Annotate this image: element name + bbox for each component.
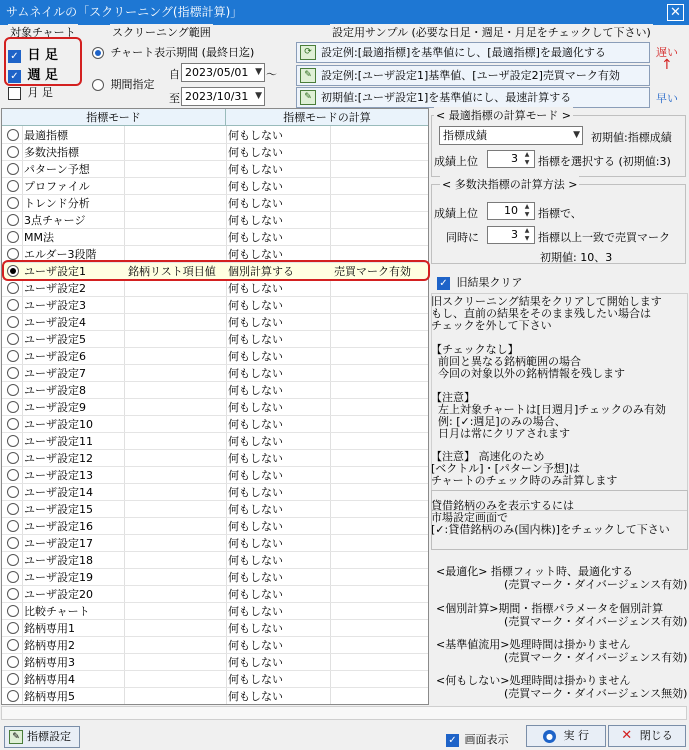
row-calc[interactable]: 何もしない	[228, 622, 283, 635]
check-off-desc: 前回と異なる銘柄範囲の場合 今回の対象以外の銘柄情報を残します	[437, 355, 625, 380]
majority-same-suffix: 指標以上一致で売買マーク	[538, 231, 670, 244]
row-mode: ユーザ設定6	[24, 350, 86, 363]
radio-icon[interactable]	[7, 282, 19, 294]
highlight-box	[2, 260, 430, 281]
row-calc[interactable]: 何もしない	[228, 401, 283, 414]
edit-icon: ✎	[9, 730, 23, 744]
radio-icon[interactable]	[7, 656, 19, 668]
radio-icon[interactable]	[7, 367, 19, 379]
row-mode: ユーザ設定12	[24, 452, 93, 465]
note2-title: 【注意】 高速化のため	[431, 450, 545, 463]
radio-icon[interactable]	[7, 214, 19, 226]
to-label: 至	[169, 92, 180, 105]
table-row[interactable]	[2, 297, 428, 314]
row-mode: 銘柄専用5	[24, 690, 75, 703]
chevron-down-icon: ▼	[255, 91, 262, 101]
row-mode: ユーザ設定1	[24, 265, 86, 278]
table-row[interactable]	[2, 212, 428, 229]
indicator-settings-label: 指標設定	[27, 730, 71, 743]
row-mode: ユーザ設定13	[24, 469, 93, 482]
row-mode: ユーザ設定7	[24, 367, 86, 380]
monthly-checkbox[interactable]	[8, 84, 53, 100]
spinner-icon[interactable]: ▲ ▼	[524, 203, 530, 218]
optimal-rank-label: 成績上位	[434, 155, 478, 168]
radio-icon[interactable]	[7, 163, 19, 175]
radio-icon[interactable]	[7, 180, 19, 192]
table-row[interactable]	[2, 586, 428, 603]
row-mode: ユーザ設定19	[24, 571, 93, 584]
from-date-field[interactable]	[181, 63, 265, 82]
loan-note: 貸借銘柄のみを表示するには 市場設定画面で [✓:貸借銘柄のみ(国内株)]をチェックして下さい	[431, 499, 670, 536]
row-calc[interactable]: 何もしない	[228, 537, 283, 550]
majority-same-stepper[interactable]	[487, 226, 535, 244]
radio-icon[interactable]	[7, 129, 19, 141]
table-row[interactable]	[2, 280, 428, 297]
radio-icon[interactable]	[7, 146, 19, 158]
row-mode: 銘柄専用4	[24, 673, 75, 686]
table-row[interactable]	[2, 229, 428, 246]
table-row[interactable]	[2, 484, 428, 501]
radio-icon[interactable]	[7, 588, 19, 600]
row-mode: ユーザ設定2	[24, 282, 86, 295]
check-icon: ✓	[446, 734, 459, 747]
legend-title: <何もしない>処理時間は掛かりません	[436, 674, 631, 687]
slow-label: 遅い	[656, 46, 678, 59]
table-row[interactable]	[2, 467, 428, 484]
majority-default: 初期値: 10、3	[540, 251, 613, 264]
check-off-title: 【チェックなし】	[431, 343, 519, 356]
header-mode: 指標モード	[2, 109, 226, 126]
edit-icon: ✎	[300, 90, 316, 105]
radio-icon[interactable]	[7, 350, 19, 362]
row-mode: ユーザ設定14	[24, 486, 93, 499]
table-row[interactable]	[2, 433, 428, 450]
table-row[interactable]	[2, 688, 428, 705]
row-calc[interactable]: 何もしない	[228, 316, 283, 329]
spinner-icon[interactable]: ▲ ▼	[524, 227, 530, 242]
row-mode: ユーザ設定9	[24, 401, 86, 414]
table-row[interactable]	[2, 518, 428, 535]
row-calc[interactable]: 何もしない	[228, 367, 283, 380]
highlight-box	[4, 37, 82, 86]
table-row[interactable]	[2, 331, 428, 348]
table-row[interactable]	[2, 178, 428, 195]
table-row[interactable]	[2, 620, 428, 637]
table-row[interactable]	[2, 314, 428, 331]
row-mode: ユーザ設定8	[24, 384, 86, 397]
row-calc[interactable]: 何もしない	[228, 486, 283, 499]
daily-label: 日 足	[27, 48, 59, 63]
row-mode: ユーザ設定4	[24, 316, 86, 329]
row-mode: 多数決指標	[24, 146, 79, 159]
table-row[interactable]	[2, 365, 428, 382]
radio-icon[interactable]	[7, 571, 19, 583]
note1-desc: 左上対象チャートは[日週月]チェックのみ有効 例: [✓:週足]のみの場合、 日月は常にクリアされます	[437, 403, 666, 440]
table-row[interactable]	[2, 603, 428, 620]
majority-same-label: 同時に	[446, 231, 479, 244]
check-icon: ✓	[8, 50, 21, 63]
optimal-rank-stepper[interactable]	[487, 150, 535, 168]
row-calc[interactable]: 何もしない	[228, 333, 283, 346]
radio-icon[interactable]	[7, 690, 19, 702]
close-button[interactable]	[608, 725, 686, 747]
radio-icon	[92, 79, 104, 91]
majority-rank-stepper[interactable]	[487, 202, 535, 220]
run-button[interactable]	[526, 725, 606, 747]
table-row[interactable]	[2, 127, 428, 144]
close-icon[interactable]: ✕	[667, 4, 684, 21]
radio-icon[interactable]	[7, 452, 19, 464]
table-row[interactable]	[2, 654, 428, 671]
row-mode: ユーザ設定3	[24, 299, 86, 312]
majority-rank-label: 成績上位	[434, 207, 478, 220]
row-calc[interactable]: 何もしない	[228, 418, 283, 431]
row-calc[interactable]: 何もしない	[228, 214, 283, 227]
table-header	[2, 109, 428, 126]
row-mode: ユーザ設定16	[24, 520, 93, 533]
optimal-rank-suffix: 指標を選択する (初期値:3)	[538, 155, 671, 168]
from-label: 自	[169, 68, 180, 81]
check-icon: ✓	[8, 70, 21, 83]
row-mode: 銘柄専用2	[24, 639, 75, 652]
row-calc[interactable]: 何もしない	[228, 639, 283, 652]
legend-sub: (売買マーク・ダイバージェンス有効)	[504, 578, 688, 591]
row-calc[interactable]: 何もしない	[228, 690, 283, 703]
legend-sub: (売買マーク・ダイバージェンス有効)	[504, 615, 688, 628]
radio-icon	[92, 47, 104, 59]
row-calc[interactable]: 何もしない	[228, 469, 283, 482]
period-label: 期間指定	[110, 78, 155, 91]
arrow-up-icon: ↑	[661, 57, 673, 73]
row-mode: 比較チャート	[24, 605, 90, 618]
sample-button-default[interactable]	[296, 87, 650, 108]
weekly-label: 週 足	[27, 68, 59, 83]
radio-icon[interactable]	[7, 333, 19, 345]
row-calc[interactable]: 何もしない	[228, 146, 283, 159]
row-calc[interactable]: 何もしない	[228, 452, 283, 465]
majority-label: < 多数決指標の計算方法 >	[442, 178, 578, 191]
row-mode: ユーザ設定15	[24, 503, 93, 516]
row-mode: パターン予想	[24, 163, 90, 176]
table-row[interactable]	[2, 348, 428, 365]
window-title: サムネイルの「スクリーニング(指標計算)」	[6, 5, 243, 19]
note1-title: 【注意】	[431, 391, 475, 404]
row-mode: ユーザ設定17	[24, 537, 93, 550]
radio-icon[interactable]	[7, 418, 19, 430]
run-label: 実 行	[563, 729, 589, 742]
chevron-down-icon: ▼	[255, 67, 262, 77]
row-calc[interactable]: 何もしない	[228, 605, 283, 618]
row-mode: ユーザ設定10	[24, 418, 93, 431]
radio-icon[interactable]	[7, 401, 19, 413]
radio-icon[interactable]	[7, 554, 19, 566]
optimal-select-value: 指標成績	[443, 129, 487, 142]
table-row[interactable]	[2, 671, 428, 688]
sample-button-user[interactable]	[296, 65, 650, 86]
table-row[interactable]	[2, 144, 428, 161]
legend-title: <最適化> 指標フィット時、最適化する	[436, 565, 634, 578]
tilde-label: 〜	[266, 68, 277, 81]
radio-icon[interactable]	[7, 384, 19, 396]
row-calc[interactable]: 何もしない	[228, 180, 283, 193]
radio-icon[interactable]	[7, 605, 19, 617]
row-mode: プロファイル	[24, 180, 90, 193]
optimal-select[interactable]	[439, 126, 583, 145]
optimal-label: < 最適指標の計算モード >	[436, 109, 571, 122]
clear-checkbox[interactable]	[437, 274, 523, 290]
radio-icon[interactable]	[7, 673, 19, 685]
radio-icon[interactable]	[7, 622, 19, 634]
spinner-icon[interactable]: ▲ ▼	[524, 151, 530, 166]
table-row[interactable]	[2, 535, 428, 552]
radio-icon[interactable]	[7, 231, 19, 243]
target-chart-label: 対象チャート	[10, 26, 76, 39]
window-titlebar	[0, 0, 689, 25]
sample-button-label: 設定例:[最適指標]を基準値にし、[最適指標]を最適化する	[321, 46, 606, 59]
clear-desc: 旧スクリーニング結果をクリアして開始します もし、直前の結果をそのまま残したい場合は チェックを外して下さい	[431, 295, 662, 332]
radio-icon[interactable]	[7, 503, 19, 515]
row-mode: 銘柄専用3	[24, 656, 75, 669]
samples-label: 設定用サンプル (必要な日足・週足・月足をチェックして下さい)	[332, 26, 651, 39]
loan-frame	[431, 490, 688, 550]
row-mode: 最適指標	[24, 129, 68, 142]
legend-sub: (売買マーク・ダイバージェンス有効)	[504, 651, 688, 664]
row-mode: ユーザ設定18	[24, 554, 93, 567]
legend-sub: (売買マーク・ダイバージェンス無効)	[504, 687, 688, 700]
row-mode: MM法	[24, 231, 54, 244]
table-row[interactable]	[2, 450, 428, 467]
microphone-icon: ●	[543, 730, 556, 743]
header-calc: 指標モードの計算	[283, 111, 371, 124]
table-row[interactable]	[2, 399, 428, 416]
table-row[interactable]	[2, 569, 428, 586]
majority-rank-value: 10	[504, 204, 518, 217]
row-calc[interactable]: 何もしない	[228, 248, 283, 261]
radio-icon[interactable]	[7, 197, 19, 209]
note2-desc: [ベクトル]・[パターン予想]は チャートのチェック時のみ計算します	[431, 462, 618, 487]
row-calc[interactable]: 何もしない	[228, 350, 283, 363]
sample-button-label: 初期値:[ユーザ設定1]を基準値にし、最速計算する	[321, 91, 572, 104]
close-icon: ✕	[621, 728, 633, 743]
radio-icon[interactable]	[7, 639, 19, 651]
table-row[interactable]	[2, 195, 428, 212]
checkbox-box	[8, 87, 21, 100]
status-bar	[1, 706, 687, 720]
legend-title: <個別計算>期間・指標パラメータを個別計算	[436, 602, 664, 615]
radio-icon[interactable]	[7, 435, 19, 447]
row-mode: トレンド分析	[24, 197, 90, 210]
row-calc[interactable]: 何もしない	[228, 231, 283, 244]
row-calc[interactable]: 何もしない	[228, 503, 283, 516]
sample-button-optimal[interactable]	[296, 42, 650, 63]
row-calc[interactable]: 何もしない	[228, 163, 283, 176]
radio-icon[interactable]	[7, 486, 19, 498]
chart-period-radio[interactable]	[92, 44, 254, 60]
sample-button-label: 設定例:[ユーザ設定1]基準値、[ユーザ設定2]売買マーク有効	[321, 69, 620, 82]
check-icon: ✓	[437, 277, 450, 290]
edit-icon: ✎	[300, 68, 316, 83]
optimal-default: 初期値:指標成績	[591, 131, 672, 144]
row-calc[interactable]: 何もしない	[228, 129, 283, 142]
row-calc[interactable]: 何もしない	[228, 299, 283, 312]
chart-period-label: チャート表示期間 (最終日迄)	[110, 46, 255, 59]
table-row[interactable]	[2, 416, 428, 433]
majority-rank-suffix: 指標で、	[538, 207, 582, 220]
radio-icon[interactable]	[7, 316, 19, 328]
radio-icon[interactable]	[7, 248, 19, 260]
row-mode: 3点チャージ	[24, 214, 86, 227]
fast-label: 早い	[656, 92, 678, 105]
radio-icon[interactable]	[7, 299, 19, 311]
indicator-settings-button[interactable]	[4, 726, 80, 748]
refresh-icon: ⟳	[300, 45, 316, 60]
table-row[interactable]	[2, 501, 428, 518]
row-calc[interactable]: 何もしない	[228, 571, 283, 584]
row-mode: ユーザ設定11	[24, 435, 93, 448]
table-row[interactable]	[2, 161, 428, 178]
row-mark[interactable]: 売買マーク有効	[334, 265, 411, 278]
row-sub: 銘柄リスト項目値	[128, 265, 216, 278]
row-calc[interactable]: 何もしない	[228, 282, 283, 295]
close-label: 閉じる	[639, 729, 673, 742]
period-radio[interactable]	[92, 76, 155, 92]
majority-same-value: 3	[511, 228, 518, 241]
row-calc[interactable]: 何もしない	[228, 656, 283, 669]
row-mode: エルダー3段階	[24, 248, 97, 261]
to-date-field[interactable]	[181, 87, 265, 106]
display-label: 画面表示	[464, 733, 509, 746]
monthly-label: 月 足	[27, 86, 53, 99]
row-calc[interactable]: 何もしない	[228, 435, 283, 448]
row-calc[interactable]: 何もしない	[228, 520, 283, 533]
clear-label: 旧結果クリア	[456, 276, 523, 289]
indicator-table[interactable]	[1, 108, 429, 705]
row-calc[interactable]: 何もしない	[228, 197, 283, 210]
legend-title: <基準値流用>処理時間は掛かりません	[436, 638, 631, 651]
table-row[interactable]	[2, 637, 428, 654]
display-checkbox[interactable]	[446, 731, 509, 747]
row-calc[interactable]: 何もしない	[228, 554, 283, 567]
row-calc[interactable]: 何もしない	[228, 673, 283, 686]
radio-icon[interactable]	[7, 469, 19, 481]
row-mode: ユーザ設定5	[24, 333, 86, 346]
table-row[interactable]	[2, 552, 428, 569]
optimal-rank-value: 3	[511, 152, 518, 165]
row-calc[interactable]: 何もしない	[228, 384, 283, 397]
screening-range-label: スクリーニング範囲	[112, 26, 211, 39]
chevron-down-icon: ▼	[573, 130, 580, 140]
radio-icon[interactable]	[7, 537, 19, 549]
from-date-value: 2023/05/01	[185, 66, 249, 79]
radio-icon[interactable]	[7, 520, 19, 532]
table-row[interactable]	[2, 382, 428, 399]
to-date-value: 2023/10/31	[185, 90, 249, 103]
row-mode: ユーザ設定20	[24, 588, 93, 601]
row-mode: 銘柄専用1	[24, 622, 75, 635]
row-calc[interactable]: 何もしない	[228, 588, 283, 601]
row-calc[interactable]: 個別計算する	[228, 265, 294, 278]
